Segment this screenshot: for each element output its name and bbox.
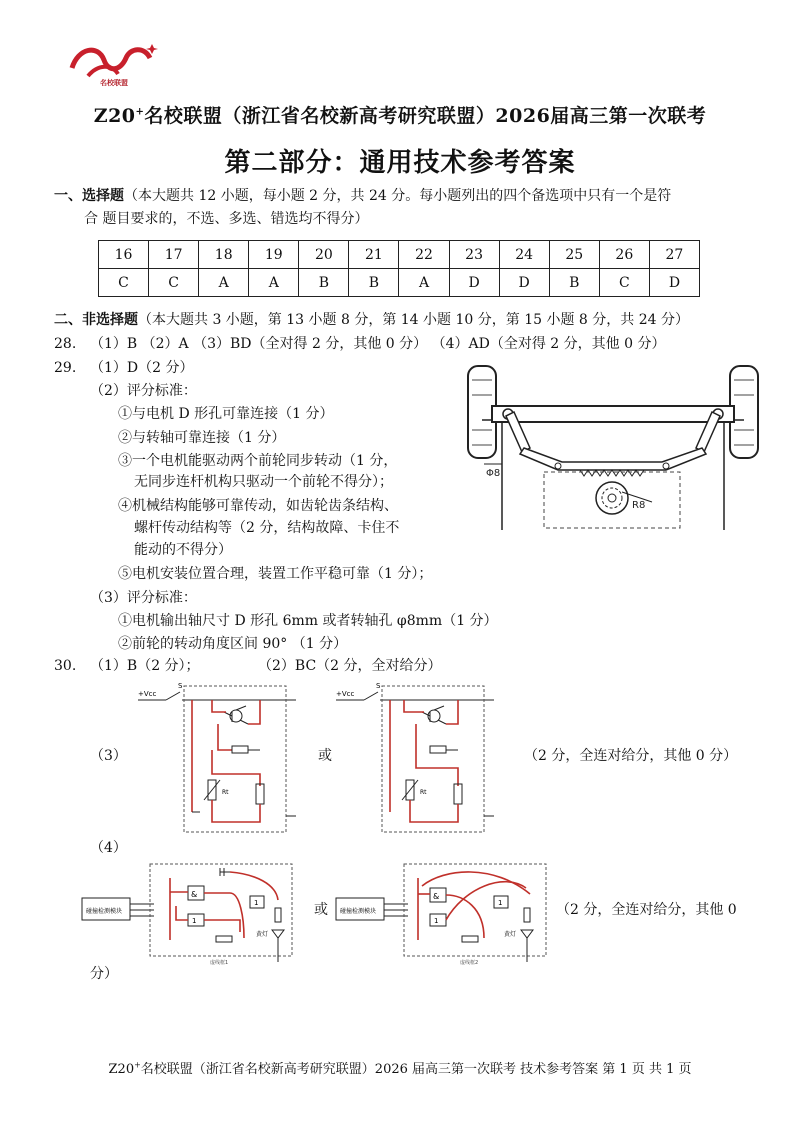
logic-circuit-b bbox=[334, 858, 554, 968]
q30-part2: （2）BC（2 分，全对给分） bbox=[258, 658, 442, 674]
question-number: 24 bbox=[499, 241, 549, 269]
and-gate-label: & bbox=[433, 892, 440, 901]
steering-mechanism-figure bbox=[462, 360, 762, 532]
q29-criterion-4-cont: 螺杆传动结构等（2 分，结构故障、卡住不 bbox=[134, 520, 400, 536]
dashed-box-label: 虚线框2 bbox=[460, 960, 479, 966]
q29-part2: （2）评分标准： bbox=[90, 383, 197, 399]
answer-cell: A bbox=[199, 269, 249, 297]
question-number: 20 bbox=[299, 241, 349, 269]
transistor-circuit-b bbox=[334, 676, 504, 836]
exam-header: Z20+名校联盟（浙江省名校新高考研究联盟）2026届高三第一次联考 bbox=[93, 105, 707, 127]
not-gate-label: 1 bbox=[498, 899, 503, 907]
thermistor-label: Rt bbox=[222, 789, 229, 796]
vcc-label: +Vcc bbox=[336, 690, 355, 698]
page-title: 第二部分：通用技术参考答案 bbox=[224, 148, 576, 178]
answer-cell: D bbox=[499, 269, 549, 297]
section2-intro: 二、非选择题（本大题共 3 小题，第 13 小题 8 分，第 14 小题 10 分，第 15 小题 8 分，共 24 分） bbox=[54, 312, 689, 328]
q29-number: 29. bbox=[54, 360, 77, 376]
section1-intro-cont: 合 题目要求的，不选、多选、错选均不得分） bbox=[84, 211, 369, 227]
question-number: 17 bbox=[149, 241, 199, 269]
q30-part4-score-tail: 分） bbox=[90, 966, 118, 982]
answer-cell: D bbox=[649, 269, 699, 297]
question-number: 18 bbox=[199, 241, 249, 269]
buffer-gate-label: 1 bbox=[434, 917, 439, 925]
answer-cell: B bbox=[549, 269, 599, 297]
q30-number: 30. bbox=[54, 658, 77, 674]
thermistor-label: Rt bbox=[420, 789, 427, 796]
q29-dim-1: ①电机输出轴尺寸 D 形孔 6mm 或者转轴孔 φ8mm（1 分） bbox=[118, 613, 498, 629]
answer-cell: C bbox=[149, 269, 199, 297]
answer-cell: C bbox=[99, 269, 149, 297]
answer-table bbox=[98, 240, 700, 297]
table-row-questions bbox=[99, 241, 700, 269]
q29-criterion-1: ①与电机 D 形孔可靠连接（1 分） bbox=[118, 406, 334, 422]
question-number: 22 bbox=[399, 241, 449, 269]
switch-label: S bbox=[178, 682, 183, 690]
q30-part4: （4） bbox=[90, 840, 127, 856]
q30-part3-or: 或 bbox=[318, 748, 332, 764]
not-gate-label: 1 bbox=[254, 899, 259, 907]
q29-dim-2: ②前轮的转动角度区间 90° （1 分） bbox=[118, 636, 348, 652]
question-number: 19 bbox=[249, 241, 299, 269]
q28-answer: （1）B （2）A （3）BD（全对得 2 分，其他 0 分） （4）AD（全对得 2 分，其他 0 分） bbox=[90, 336, 666, 352]
answer-cell: B bbox=[349, 269, 399, 297]
gear-radius-label: R8 bbox=[632, 500, 646, 511]
q29-criterion-3: ③一个电机能驱动两个前轮同步转动（1 分， bbox=[118, 453, 398, 469]
collision-module-label: 碰撞检测模块 bbox=[340, 908, 377, 915]
logic-circuit-a bbox=[80, 858, 300, 968]
q28-number: 28. bbox=[54, 336, 77, 352]
question-number: 25 bbox=[549, 241, 599, 269]
q29-criterion-4-cont2: 能动的不得分） bbox=[134, 542, 232, 558]
question-number: 16 bbox=[99, 241, 149, 269]
page-footer: Z20+名校联盟（浙江省名校新高考研究联盟）2026 届高三第一次联考 技术参考答案 第 1 页 共 1 页 bbox=[108, 1060, 692, 1077]
question-number: 27 bbox=[649, 241, 699, 269]
q30-part4-or: 或 bbox=[314, 902, 328, 918]
q30-part4-score: （2 分，全连对给分，其他 0 bbox=[556, 902, 737, 918]
buffer-gate-label: 1 bbox=[192, 917, 197, 925]
transistor-circuit-a bbox=[136, 676, 306, 836]
dashed-box-label: 虚线框1 bbox=[210, 960, 229, 966]
answer-cell: C bbox=[599, 269, 649, 297]
table-row-answers bbox=[99, 269, 700, 297]
question-number: 23 bbox=[449, 241, 499, 269]
question-number: 21 bbox=[349, 241, 399, 269]
q29-part3: （3）评分标准： bbox=[90, 590, 197, 606]
q29-criterion-5: ⑤电机安装位置合理，装置工作平稳可靠（1 分）； bbox=[118, 566, 433, 582]
vcc-label: +Vcc bbox=[138, 690, 157, 698]
collision-module-label: 碰撞检测模块 bbox=[86, 908, 123, 915]
q29-criterion-3-cont: 无同步连杆机构只驱动一个前轮不得分）； bbox=[134, 474, 393, 490]
q29-part1: （1）D（2 分） bbox=[90, 360, 194, 376]
yellow-lamp-label: 黄灯 bbox=[504, 931, 517, 938]
and-gate-label: & bbox=[191, 890, 198, 899]
q30-part1: （1）B（2 分）； bbox=[90, 658, 200, 674]
answer-cell: A bbox=[399, 269, 449, 297]
answer-cell: A bbox=[249, 269, 299, 297]
q30-part3: （3） bbox=[90, 748, 127, 764]
logo-caption: 名校联盟 bbox=[100, 79, 128, 87]
section1-intro: 一、选择题（本大题共 12 小题，每小题 2 分，共 24 分。每小题列出的四个备选项中只有一个是符 bbox=[54, 188, 672, 204]
answer-cell: B bbox=[299, 269, 349, 297]
q29-criterion-4: ④机械结构能够可靠传动，如齿轮齿条结构、 bbox=[118, 498, 398, 514]
question-number: 26 bbox=[599, 241, 649, 269]
q30-part3-score: （2 分，全连对给分，其他 0 分） bbox=[524, 748, 738, 764]
answer-cell: D bbox=[449, 269, 499, 297]
shaft-diameter-label: Φ8 bbox=[486, 468, 501, 479]
yellow-lamp-label: 黄灯 bbox=[256, 931, 269, 938]
q29-criterion-2: ②与转轴可靠连接（1 分） bbox=[118, 430, 286, 446]
switch-label: S bbox=[376, 682, 381, 690]
